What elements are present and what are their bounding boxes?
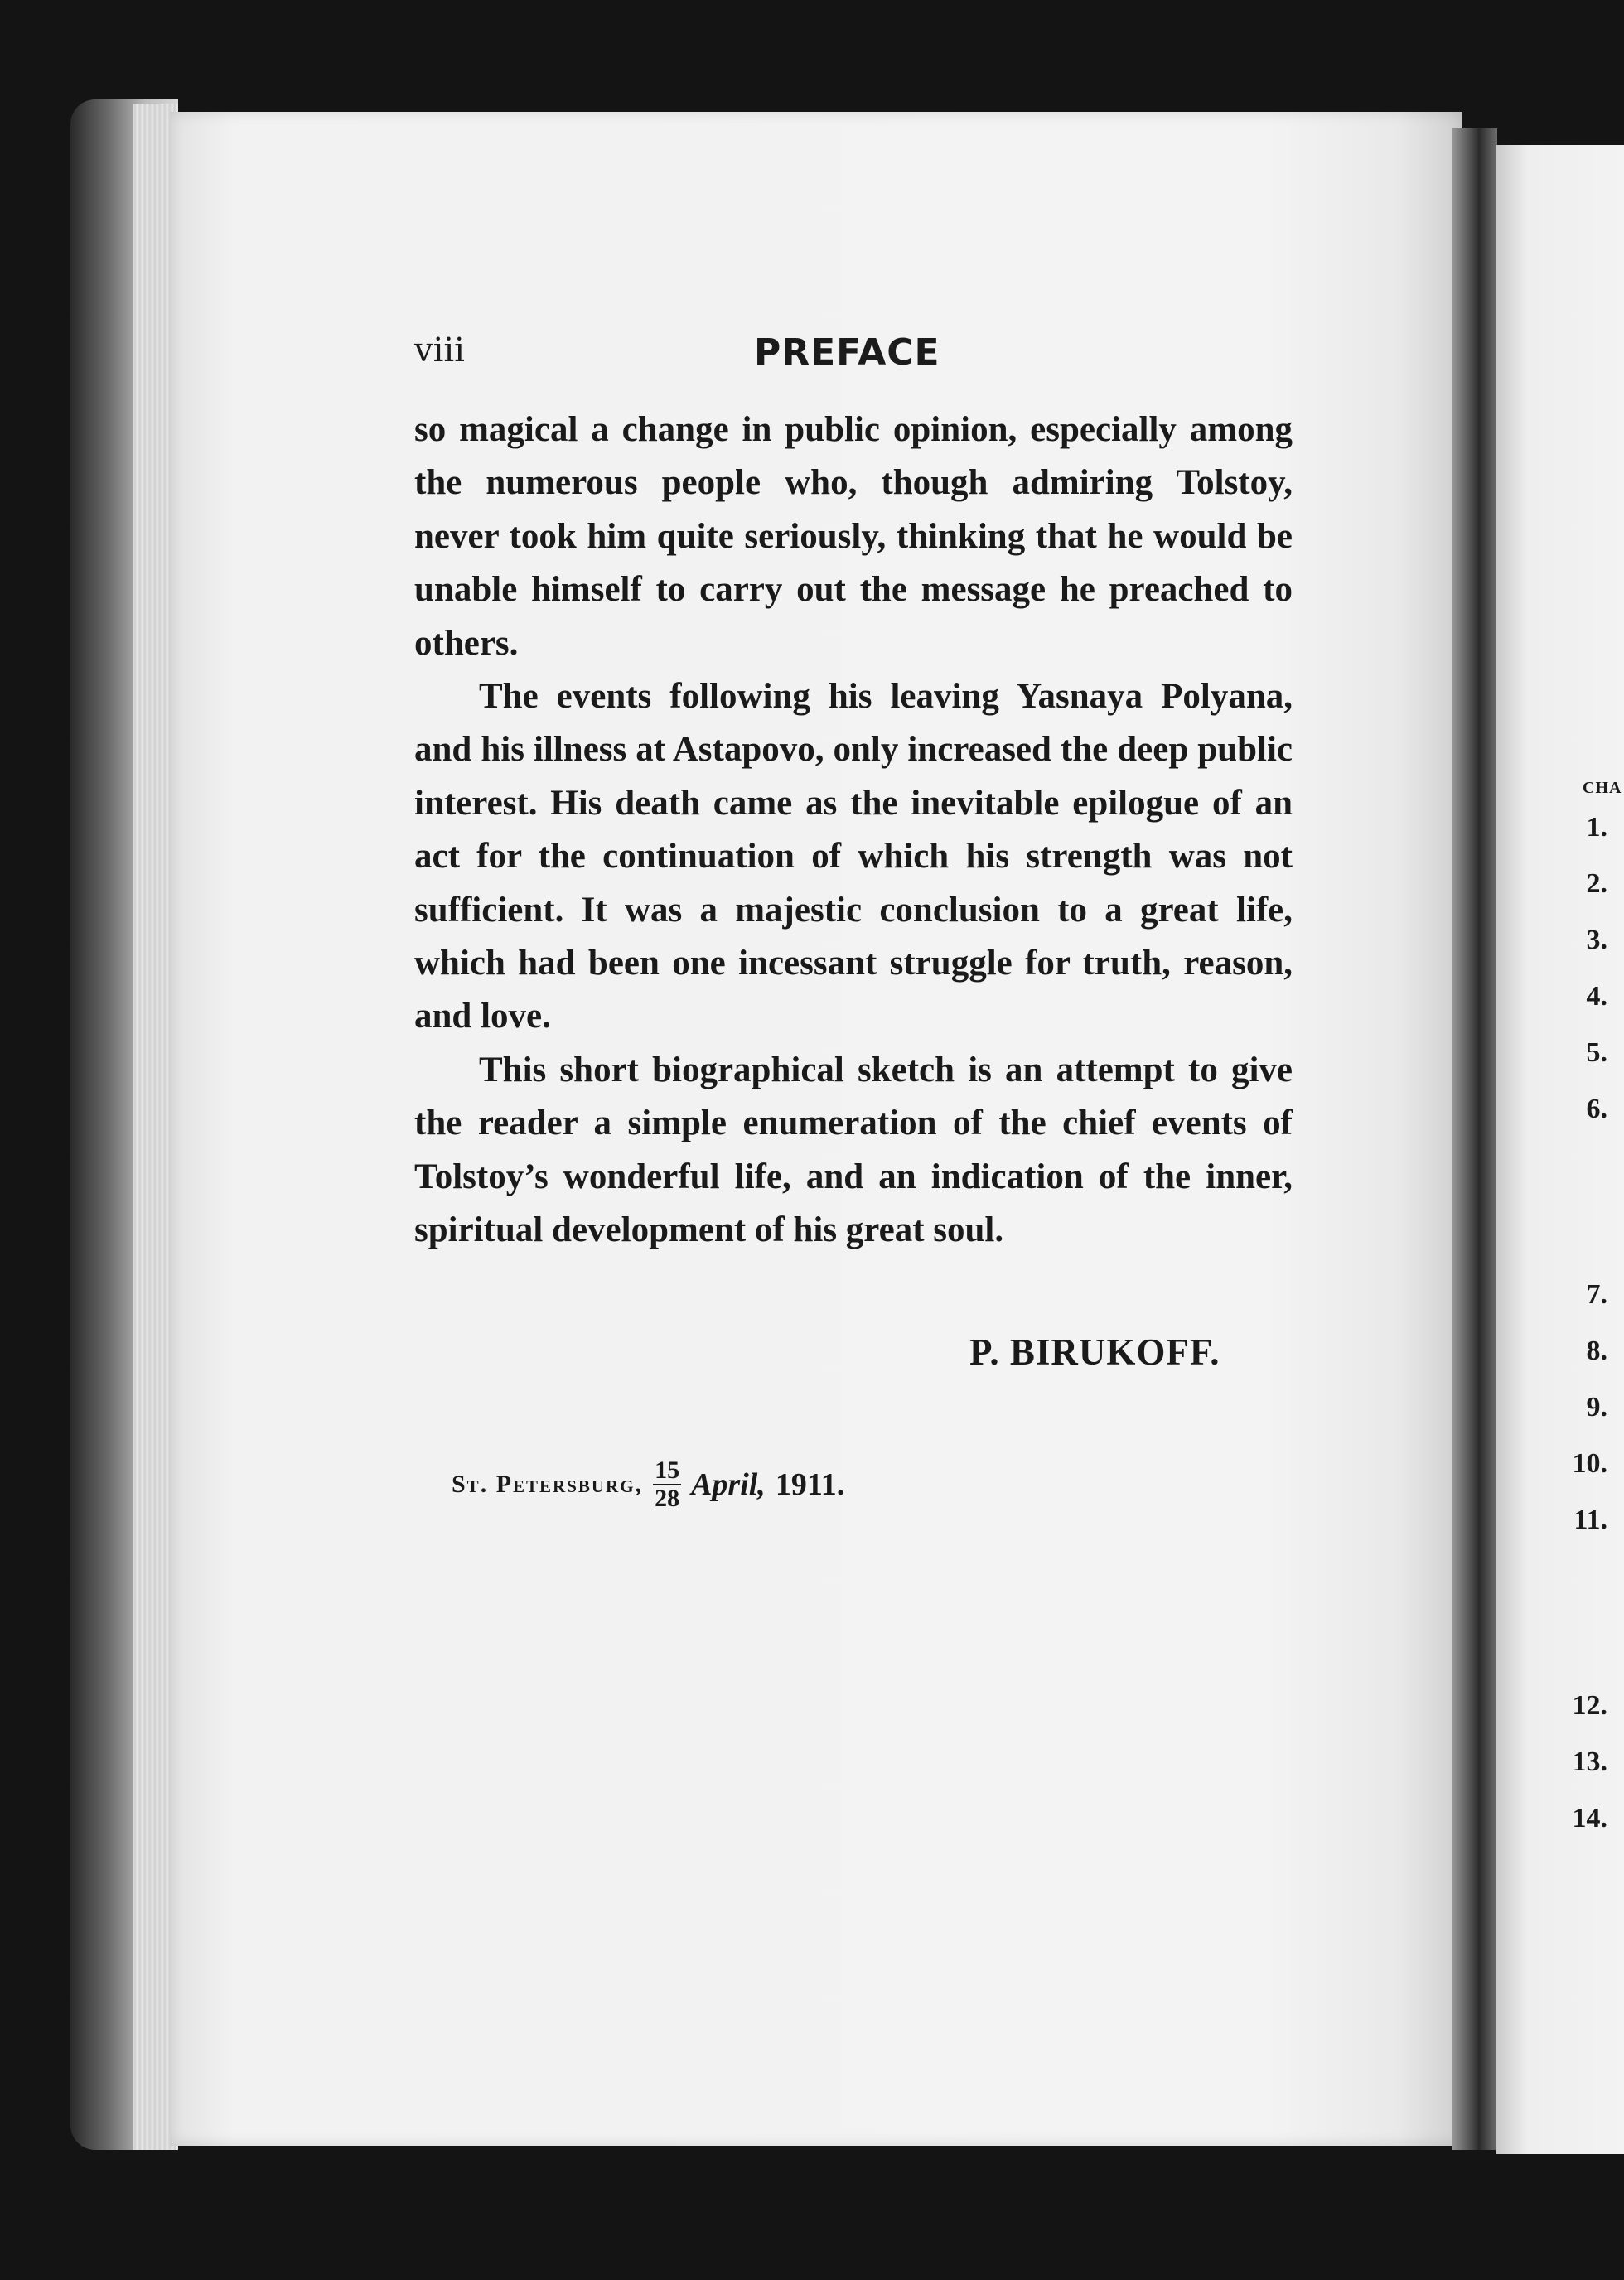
dateline xyxy=(452,1452,844,1518)
chapter-number: 13. xyxy=(1572,1746,1607,1777)
date-numerator: 15 xyxy=(655,1456,680,1484)
chapter-number: 8. xyxy=(1586,1336,1607,1366)
running-title: PREFACE xyxy=(754,331,940,374)
page-number: viii xyxy=(414,331,465,370)
paragraph: so magical a change in public opinion, especially among the numerous people who, though admiring Tolstoy, never took him quite seriously, thinking that he would be unable himself to carry out the message he preached to others. xyxy=(414,410,1293,663)
author-signature: P. BIRUKOFF. xyxy=(969,1331,1220,1373)
chapter-number: 6. xyxy=(1586,1094,1607,1124)
chapter-number: 2. xyxy=(1586,868,1607,899)
facing-page xyxy=(1496,145,1624,2154)
chapter-number: 10. xyxy=(1572,1448,1607,1479)
chapter-number: 12. xyxy=(1572,1690,1607,1721)
dateline-place: St. Petersburg, xyxy=(452,1471,644,1498)
dateline-year: 1911. xyxy=(775,1467,845,1502)
chapter-number: 4. xyxy=(1586,981,1607,1012)
chapter-number: 14. xyxy=(1572,1803,1607,1833)
chapter-number: 5. xyxy=(1586,1037,1607,1068)
chapter-number: 11. xyxy=(1573,1505,1607,1535)
paragraph: The events following his leaving Yasnaya Polyana, and his illness at Astapovo, only increased the deep public interest. His death came as the inevitable epilogue of an act for the continuation of which his strength was not sufficient. It was a majestic conclusion to a great life, which had been one incessant struggle for truth, reason, and love. xyxy=(414,677,1293,1036)
chapter-number: 3. xyxy=(1586,925,1607,955)
chapter-number: 9. xyxy=(1586,1392,1607,1423)
paragraph: This short biographical sketch is an attempt to give the reader a simple enumeration of the chief events of Tolstoy’s wonderful life, and an indication of the inner, spiritual development of his great soul. xyxy=(414,1050,1293,1250)
date-fraction xyxy=(653,1457,681,1512)
dateline-month: April, xyxy=(691,1467,766,1502)
book-gutter xyxy=(1452,128,1497,2150)
preface-body xyxy=(414,403,1293,1258)
date-denominator: 28 xyxy=(655,1485,680,1512)
chapter-number: 1. xyxy=(1586,812,1607,843)
chapter-header-label: CHA xyxy=(1583,779,1622,797)
chapter-number: 7. xyxy=(1586,1279,1607,1310)
